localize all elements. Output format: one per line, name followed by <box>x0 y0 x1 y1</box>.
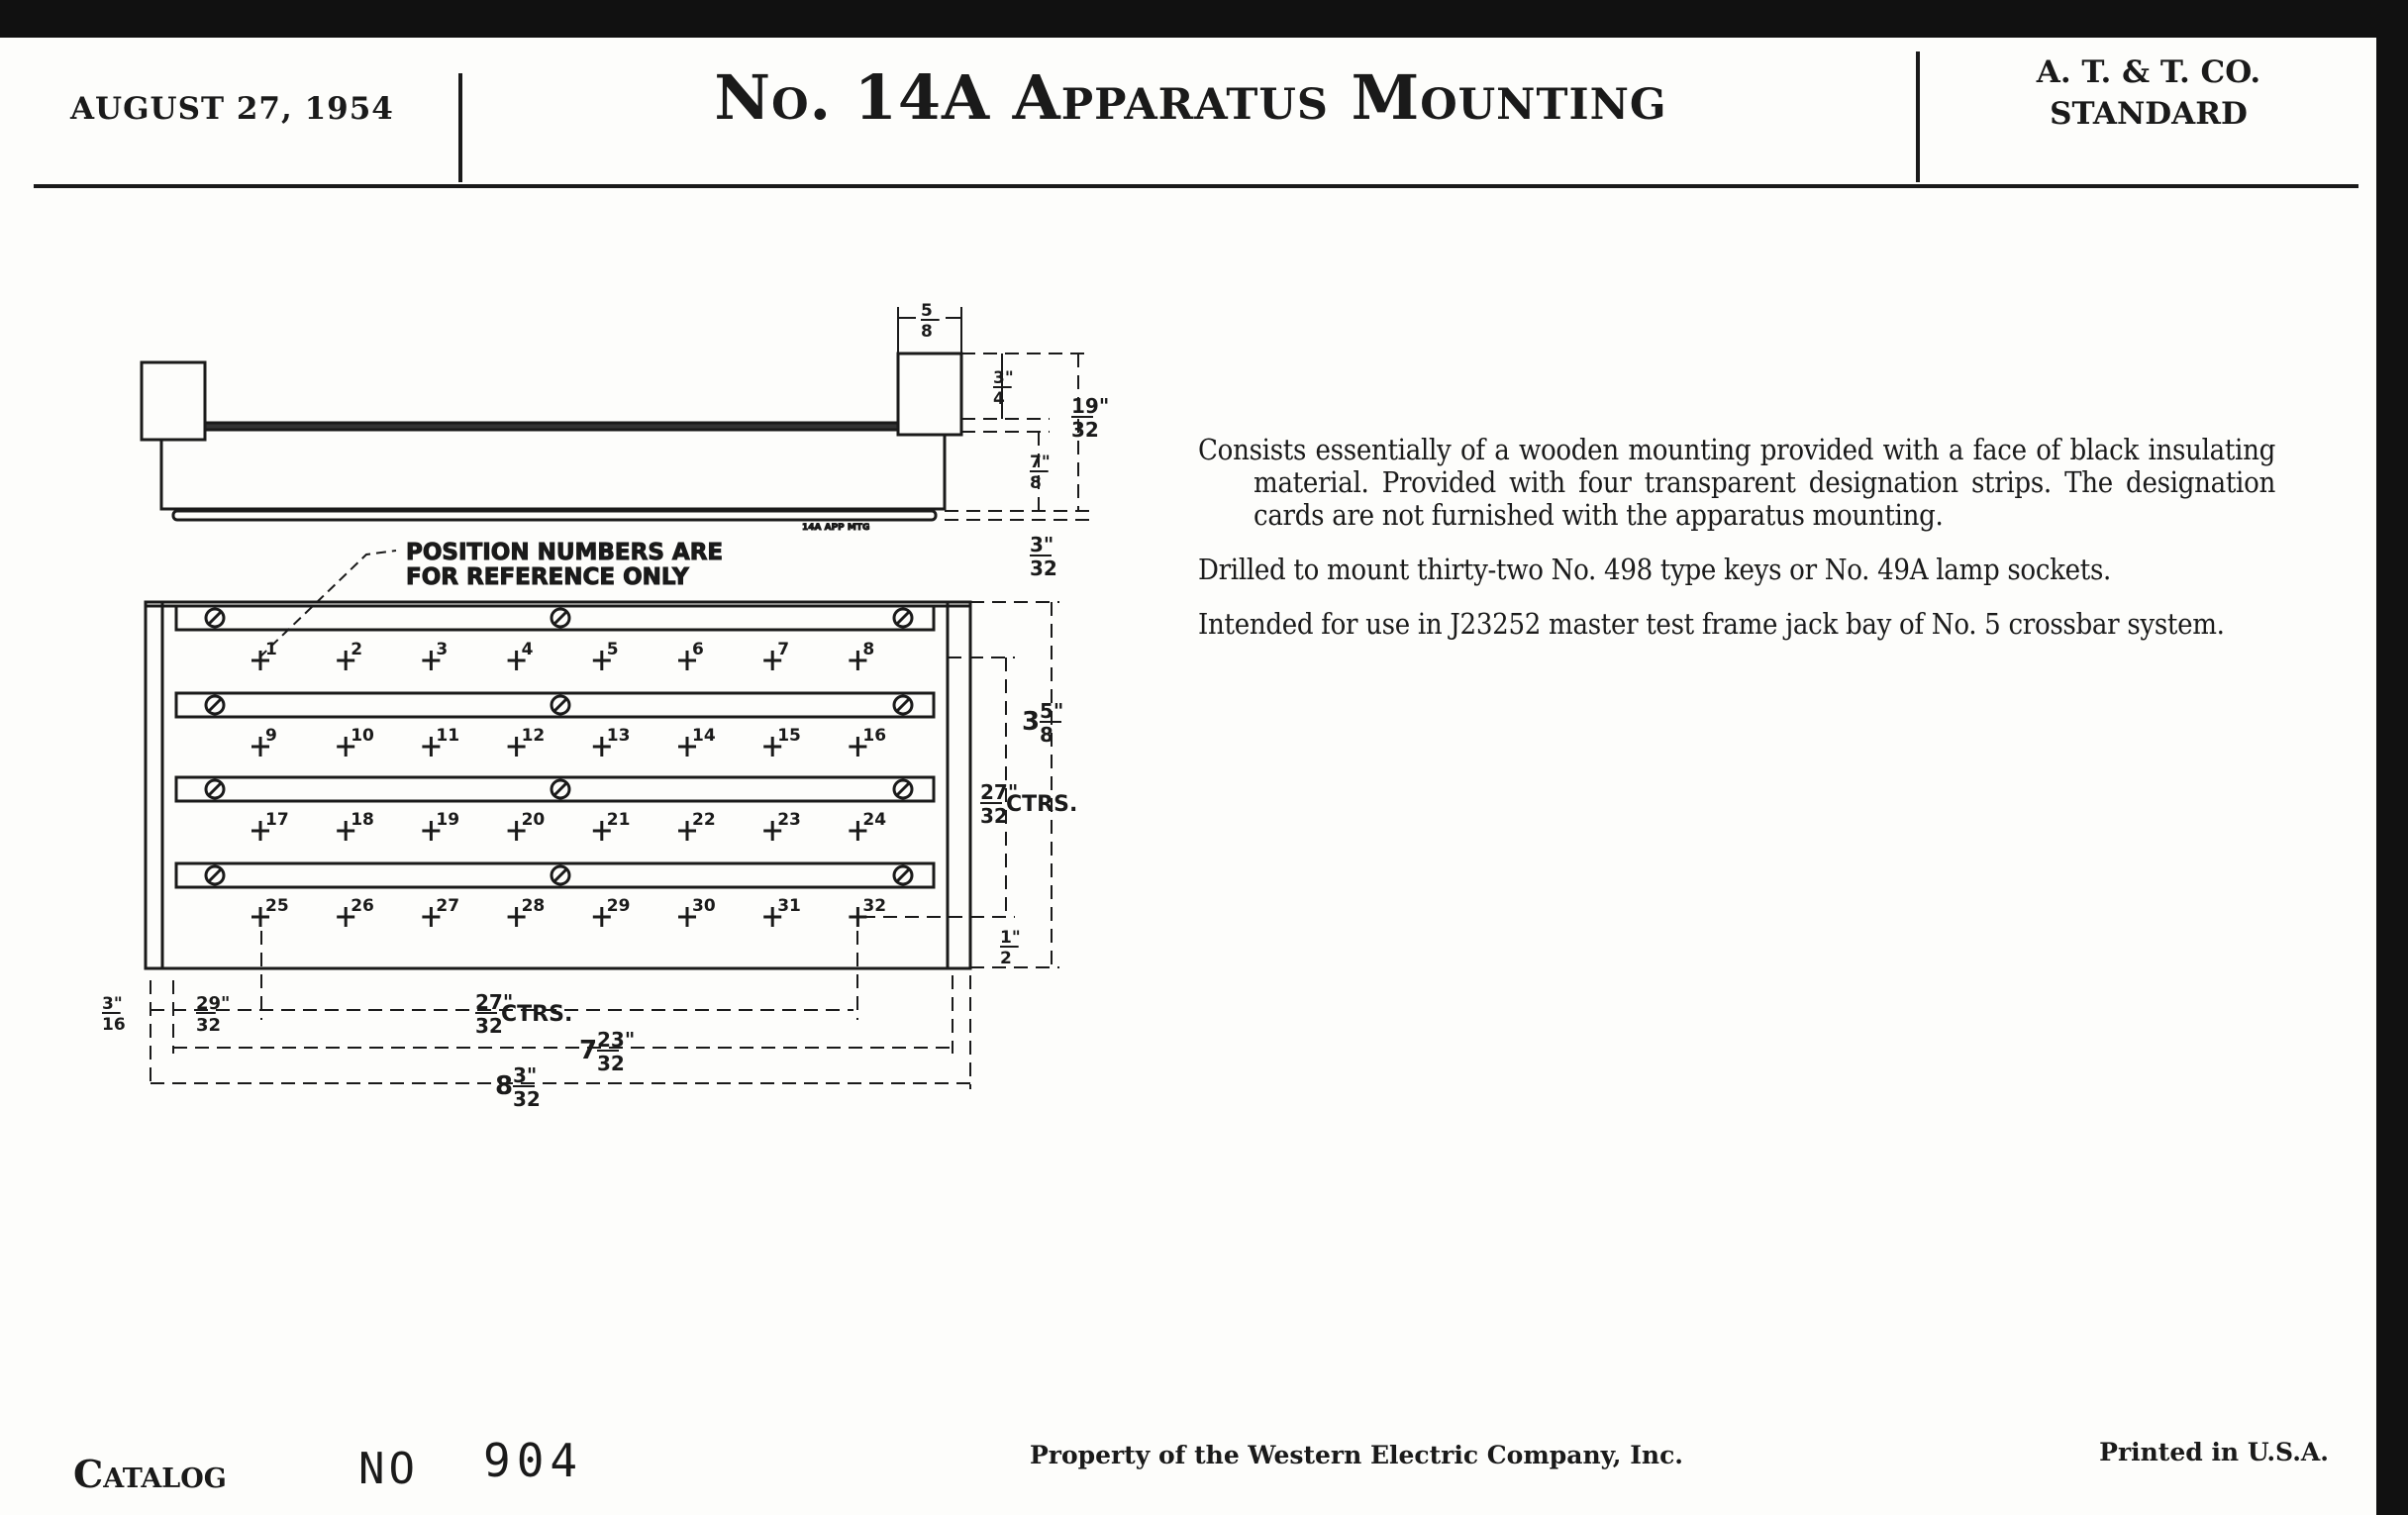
dimension-numerator: 3" <box>1030 533 1054 556</box>
right-block <box>898 354 961 435</box>
mounting-body <box>161 435 945 509</box>
position-number: 3 <box>436 640 449 659</box>
screw-slot <box>209 612 221 624</box>
note-line-1: POSITION NUMBERS ARE <box>406 540 724 565</box>
dimension-denominator: 32 <box>597 1052 625 1075</box>
dimension-numerator: 3" <box>993 368 1014 388</box>
dimension-numerator: 1" <box>1000 928 1021 948</box>
catalog-label: Catalog <box>73 1452 227 1496</box>
dimension-denominator: 16 <box>102 1015 126 1035</box>
description-paragraph: Drilled to mount thirty-two No. 498 type keys or No. 49A lamp sockets. <box>1198 553 2112 586</box>
dimension-suffix: CTRS. <box>1006 792 1078 817</box>
position-number: 12 <box>521 726 546 746</box>
position-number: 8 <box>862 640 875 659</box>
dimension-numerator: 29" <box>196 993 231 1014</box>
dimension-denominator: 8 <box>1040 723 1054 747</box>
position-number: 5 <box>606 640 619 659</box>
side-dimension-lines <box>945 354 1089 520</box>
dimension-whole: 8 <box>495 1071 514 1101</box>
position-number: 16 <box>862 726 887 746</box>
header-date: AUGUST 27, 1954 <box>70 91 394 127</box>
standard-line-2: STANDARD <box>2050 96 2248 132</box>
position-number: 24 <box>862 810 887 830</box>
dimension-bottom_margin <box>1000 928 1021 968</box>
position-number: 25 <box>265 896 289 916</box>
dimension-whole: 3 <box>1022 707 1041 737</box>
screw-slot <box>554 783 566 795</box>
property-notice: Property of the Western Electric Company, Inc. <box>1029 1441 1683 1469</box>
dimension-numerator: 27" <box>475 990 514 1014</box>
dimension-numerator: 27" <box>980 780 1019 804</box>
position-number: 1 <box>265 640 277 659</box>
screw-slot <box>897 783 909 795</box>
dimension-block_height <box>993 368 1014 409</box>
page-title: No. 14A Apparatus Mounting <box>714 61 1667 134</box>
screw-slot <box>897 612 909 624</box>
position-number: 6 <box>692 640 704 659</box>
top-rail <box>205 423 898 430</box>
dimension-inner_width <box>579 1028 635 1075</box>
dimension-numerator: 5" <box>1040 699 1064 723</box>
dimension-denominator: 32 <box>980 804 1008 828</box>
dimension-numerator: 23" <box>597 1028 636 1052</box>
dimension-col_ctrs <box>475 990 572 1038</box>
left-block <box>142 362 205 440</box>
note-line-2: FOR REFERENCE ONLY <box>406 564 689 590</box>
position-number: 21 <box>606 810 631 830</box>
dimension-numerator: 19" <box>1071 394 1110 418</box>
position-number: 10 <box>351 726 374 746</box>
dimension-suffix: CTRS. <box>501 1002 573 1027</box>
screw-slot <box>209 699 221 711</box>
position-number: 31 <box>777 896 801 916</box>
dimension-row_ctrs <box>980 780 1077 828</box>
screw-slot <box>554 699 566 711</box>
dimension-total_height <box>1071 394 1109 442</box>
screw-slot <box>897 869 909 881</box>
position-number: 22 <box>692 810 716 830</box>
position-number: 13 <box>606 726 631 746</box>
position-number: 32 <box>862 896 887 916</box>
position-number: 23 <box>777 810 801 830</box>
position-number: 19 <box>436 810 460 830</box>
dimension-denominator: 32 <box>1030 556 1057 580</box>
dimension-block_width <box>921 301 940 342</box>
dimension-face_thickness <box>1030 533 1057 580</box>
standard-line-1: A. T. & T. CO. <box>2036 54 2261 90</box>
dimension-denominator: 32 <box>475 1014 503 1038</box>
designation-strips <box>176 606 934 887</box>
side-view <box>142 354 961 520</box>
dimension-body_height <box>1030 453 1051 493</box>
position-number: 20 <box>521 810 546 830</box>
position-number: 15 <box>777 726 801 746</box>
dimension-numerator: 3" <box>102 994 123 1014</box>
dimension-whole: 7 <box>579 1036 598 1065</box>
screw-slot <box>209 783 221 795</box>
position-number: 26 <box>351 896 374 916</box>
catalog-no-label: NO <box>358 1444 419 1494</box>
catalog-number: 904 <box>483 1434 584 1487</box>
dimension-left_margin <box>102 994 126 1035</box>
dimension-first_pos <box>196 993 230 1036</box>
position-number: 2 <box>351 640 363 659</box>
dimension-denominator: 4 <box>993 389 1005 409</box>
position-number: 11 <box>436 726 460 746</box>
part-label: 14A APP MTG <box>802 523 870 533</box>
screw-slot <box>554 612 566 624</box>
position-number: 4 <box>521 640 534 659</box>
dimension-numerator: 3" <box>513 1063 538 1087</box>
dimension-overall_width <box>495 1063 541 1111</box>
position-number: 17 <box>265 810 289 830</box>
description-paragraph: Consists essentially of a wooden mounting provided with a face of black insulating material. Provided with four transparent designation strips. The designation cards are not furnished with the apparatus mounting. <box>1198 433 2275 532</box>
dimension-denominator: 8 <box>1030 473 1042 493</box>
printed-notice: Printed in U.S.A. <box>2099 1438 2329 1466</box>
dimension-row_span <box>1022 699 1063 747</box>
dimension-numerator: 7" <box>1030 453 1051 472</box>
note-leader <box>259 551 396 657</box>
screw-slot <box>554 869 566 881</box>
dimension-denominator: 2 <box>1000 949 1012 968</box>
position-number: 27 <box>436 896 460 916</box>
dimension-denominator: 32 <box>1071 418 1099 442</box>
dimension-numerator: 5 <box>921 301 933 321</box>
screw-slot <box>897 699 909 711</box>
position-number: 30 <box>692 896 716 916</box>
position-number: 29 <box>606 896 631 916</box>
position-number: 7 <box>777 640 790 659</box>
position-number: 18 <box>351 810 374 830</box>
screw-slot <box>209 869 221 881</box>
position-number: 9 <box>265 726 277 746</box>
face-plate <box>173 511 936 520</box>
dimension-denominator: 32 <box>196 1015 222 1036</box>
dimension-denominator: 8 <box>921 322 933 342</box>
position-number: 14 <box>692 726 716 746</box>
description-paragraph: Intended for use in J23252 master test frame jack bay of No. 5 crossbar system. <box>1198 607 2225 641</box>
front-dimension-lines <box>150 602 1059 1089</box>
dimension-denominator: 32 <box>513 1087 541 1111</box>
position-number: 28 <box>521 896 546 916</box>
